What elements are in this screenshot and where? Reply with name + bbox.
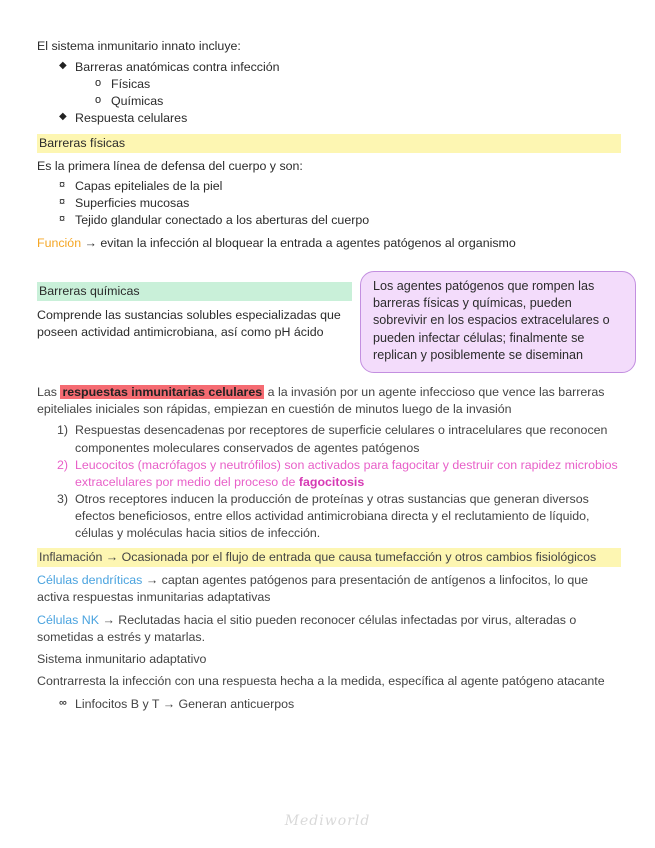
document-page (37, 38, 622, 719)
circle-bullet-icon: o (95, 94, 102, 107)
fisicas-item-label: Superficies mucosas (75, 195, 190, 210)
intro-item (59, 110, 622, 127)
diamond-bullet-icon: ◆ (59, 60, 67, 72)
fisicas-item (59, 178, 622, 195)
inflamacion-block: Inflamación → Ocasionada por el flujo de entrada que causa tumefacción y otros cambios fisiológicos (37, 548, 621, 567)
fisicas-text: Es la primera línea de defensa del cuerpo y son: (37, 158, 303, 173)
quimicas-section (37, 282, 352, 341)
quimicas-heading: Barreras químicas (37, 282, 352, 301)
funcion-text: → evitan la infección al bloquear la entrada a agentes patógenos al organismo (84, 236, 516, 251)
intro-item (59, 59, 622, 110)
intro-subitem-label: Químicas (111, 94, 164, 109)
fisicas-item (59, 212, 622, 229)
nk-desc: → Reclutadas hacia el sitio pueden reconocer células infectadas por virus, alteradas o sometidas a estrés y matarlas. (37, 612, 577, 644)
adaptativo-item-label: Linfocitos B y T → Generan anticuerpos (75, 696, 295, 711)
item-number: 3) (57, 491, 69, 506)
fagocitosis-term: fagocitosis (298, 474, 365, 489)
celulares-item (57, 422, 622, 456)
celulares-list (37, 422, 622, 542)
intro-subitem (95, 76, 622, 93)
dendriticas-label: Células dendríticas (37, 573, 143, 588)
nk-label: Células NK (37, 612, 99, 627)
fisicas-item-label: Tejido glandular conectado a los aberturas del cuerpo (75, 212, 370, 227)
fisicas-list (37, 178, 622, 229)
infinity-bullet-icon: ∞ (59, 696, 67, 709)
funcion-label: Función (37, 236, 82, 251)
fisicas-item (59, 195, 622, 212)
currency-bullet-icon: ¤ (59, 212, 66, 225)
fisicas-heading: Barreras físicas (37, 134, 621, 153)
currency-bullet-icon: ¤ (59, 195, 66, 208)
callout-box (360, 271, 636, 373)
adaptativo-item (59, 696, 622, 713)
intro-sublist (75, 76, 622, 110)
funcion-line (37, 235, 622, 252)
celulares-item (57, 457, 622, 491)
intro-subitem (95, 93, 622, 110)
watermark-logo: Mediworld (284, 813, 371, 829)
intro-list (37, 59, 622, 127)
circle-bullet-icon: o (95, 77, 102, 90)
celulares-post: a la invasión por un agente infeccioso que vence las barreras epiteliales iniciales son rápidas, empiezan en cuestión de minutos luego de la invasión (37, 385, 605, 417)
diamond-bullet-icon: ◆ (59, 111, 67, 123)
intro-item-label: Respuesta celulares (75, 111, 188, 126)
celulares-pre: Las (37, 385, 57, 400)
item-number: 1) (57, 423, 69, 438)
celulares-item-text: Leucocitos (macrófagos y neutrófilos) son activados para fagocitar y destruir con rapidez microbios extracelulares por medio del proceso de (75, 457, 618, 489)
currency-bullet-icon: ¤ (59, 178, 66, 191)
celulares-item-text: Respuestas desencadenas por receptores de superficie celulares o intracelulares que reconocen componentes moleculares conservados de agentes patógenos (75, 423, 608, 455)
callout-text: Los agentes patógenos que rompen las barreras físicas y químicas, pueden sobrevivir en los espacios extracelulares o pueden infectar células; finalmente se replican y posiblemente se diseminan (373, 279, 610, 362)
intro-item-label: Barreras anatómicas contra infección (75, 60, 280, 75)
nk-text (37, 612, 622, 646)
item-number: 2) (57, 457, 69, 472)
dendriticas-text (37, 572, 622, 606)
adaptativo-list (37, 696, 622, 713)
dendriticas-desc: → captan agentes patógenos para presentación de antígenos a linfocitos, lo que activa respuestas inmunitarias adaptativas (37, 573, 589, 605)
celulares-item-text: Otros receptores inducen la producción de proteínas y otras sustancias que generan diversos efectos beneficiosos, entre ellos actividad antimicrobiana directa y el reclutamiento de líquido, células y moléculas hacia sitios de infección. (75, 491, 590, 541)
celulares-text (37, 384, 622, 418)
celulares-highlight: respuestas inmunitarias celulares (62, 385, 263, 400)
fisicas-item-label: Capas epiteliales de la piel (75, 178, 223, 193)
quimicas-row (37, 276, 622, 384)
intro-text: El sistema inmunitario innato incluye: (37, 39, 241, 53)
intro-subitem-label: Físicas (111, 77, 151, 92)
adaptativo-text: Contrarresta la infección con una respuesta hecha a la medida, específica al agente patógeno atacante (37, 673, 605, 688)
adaptativo-heading: Sistema inmunitario adaptativo (37, 651, 207, 666)
quimicas-text: Comprende las sustancias solubles especializadas que poseen actividad antimicrobiana, así como pH ácido (37, 308, 341, 340)
celulares-item (57, 491, 622, 542)
